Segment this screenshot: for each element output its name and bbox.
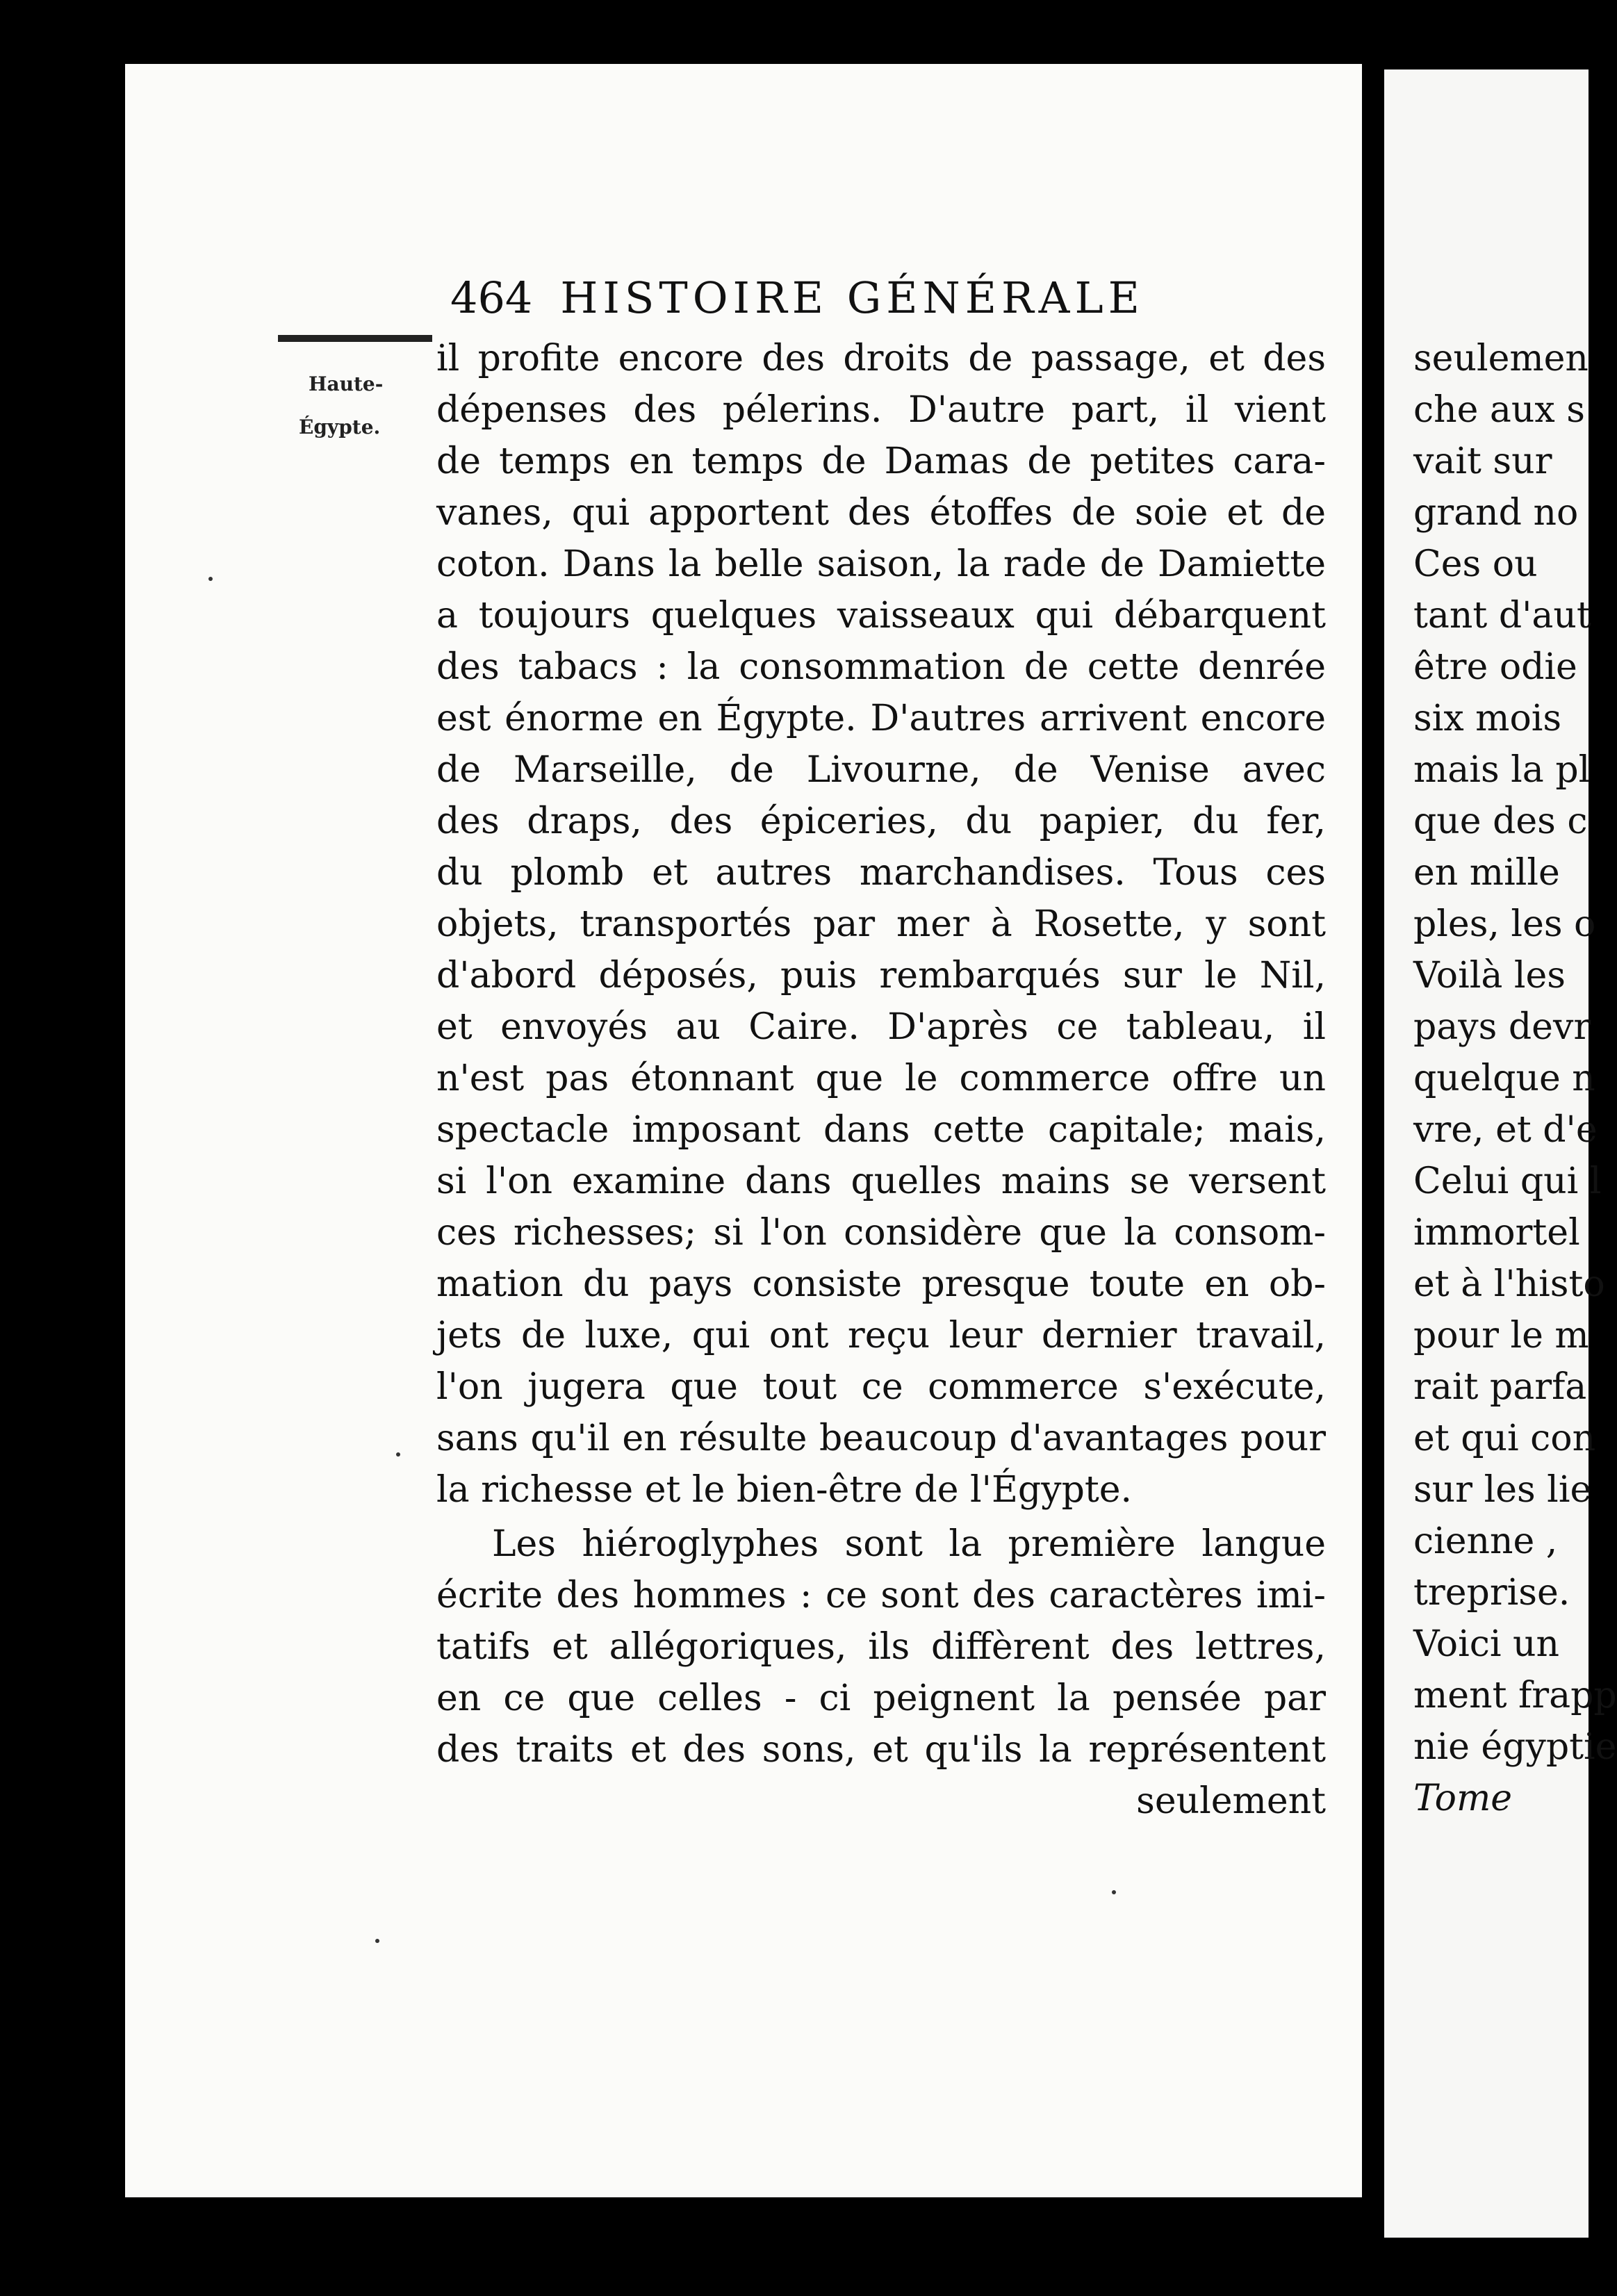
text-line: jets de luxe, qui ont reçu leur dernier travail,: [436, 1315, 1326, 1356]
text-line: spectacle imposant dans cette capitale; mais,: [436, 1109, 1326, 1151]
running-title: HISTOIRE GÉNÉRALE: [560, 272, 1144, 323]
right-text-line: cienne ,: [1413, 1520, 1558, 1562]
text-line: il profite encore des droits de passage, et des: [436, 338, 1326, 379]
text-line: des traits et des sons, et qu'ils la représentent: [436, 1729, 1326, 1771]
right-text-line: vait sur: [1413, 441, 1552, 482]
right-text-line: Celui qui l: [1413, 1161, 1602, 1202]
margin-note-line-1: Haute-: [309, 372, 384, 395]
text-line: tatifs et allégoriques, ils diffèrent des lettres,: [436, 1626, 1326, 1668]
text-line: en ce que celles - ci peignent la pensée par: [436, 1678, 1326, 1719]
text-line: des tabacs : la consommation de cette denrée: [436, 646, 1326, 688]
text-line: est énorme en Égypte. D'autres arrivent encore: [436, 698, 1326, 739]
text-line: du plomb et autres marchandises. Tous ces: [436, 852, 1326, 894]
right-text-line: et à l'histo: [1413, 1263, 1605, 1305]
text-line-paragraph-start: Les hiéroglyphes sont la première langue: [492, 1523, 1326, 1565]
text-line: objets, transportés par mer à Rosette, y sont: [436, 903, 1326, 945]
right-text-line: quelque n: [1413, 1058, 1595, 1099]
text-line: coton. Dans la belle saison, la rade de Damiette: [436, 543, 1326, 585]
ink-speck: [208, 577, 213, 581]
right-text-line: rait parfa: [1413, 1366, 1587, 1408]
text-line: des draps, des épiceries, du papier, du fer,: [436, 801, 1326, 842]
right-text-line: ment frapp: [1413, 1675, 1617, 1716]
right-text-line: nie égyptie: [1413, 1726, 1617, 1768]
right-text-line: et qui con: [1413, 1418, 1596, 1459]
right-text-line: grand no: [1413, 492, 1579, 534]
ink-speck: [396, 1452, 400, 1457]
right-text-line: en mille: [1413, 852, 1560, 894]
right-text-line: sur les lie: [1413, 1469, 1592, 1511]
running-header: [450, 272, 1144, 323]
text-line: a toujours quelques vaisseaux qui débarquent: [436, 595, 1326, 637]
right-text-line: six mois: [1413, 698, 1562, 739]
margin-rule: [278, 335, 432, 342]
text-line: mation du pays consiste presque toute en ob-: [436, 1263, 1326, 1305]
right-text-line: ples, les o: [1413, 903, 1596, 945]
right-text-line: mais la pl: [1413, 749, 1591, 791]
right-text-line: tant d'aut: [1413, 595, 1591, 637]
margin-note-line-2: Égypte.: [299, 416, 381, 438]
text-line: ces richesses; si l'on considère que la consom-: [436, 1212, 1326, 1254]
text-line: de temps en temps de Damas de petites cara-: [436, 441, 1326, 482]
right-text-line: Voici un: [1413, 1623, 1559, 1665]
right-text-line: Voilà les: [1413, 955, 1566, 997]
text-line: sans qu'il en résulte beaucoup d'avantages pour: [436, 1418, 1326, 1459]
text-line: l'on jugera que tout ce commerce s'exécute,: [436, 1366, 1326, 1408]
right-text-line: que des c: [1413, 801, 1588, 842]
page-number: 464: [450, 272, 533, 323]
text-line: vanes, qui apportent des étoffes de soie et de: [436, 492, 1326, 534]
right-text-line: vre, et d'e: [1413, 1109, 1598, 1151]
text-line: n'est pas étonnant que le commerce offre un: [436, 1058, 1326, 1099]
catchword: seulement: [1136, 1780, 1326, 1822]
right-text-line: seulemen: [1413, 338, 1589, 379]
text-line: écrite des hommes : ce sont des caractères imi-: [436, 1575, 1326, 1616]
text-line: dépenses des pélerins. D'autre part, il vient: [436, 389, 1326, 431]
ink-speck: [1112, 1890, 1116, 1894]
right-text-line: Ces ou: [1413, 543, 1538, 585]
right-text-line: pays devr: [1413, 1006, 1591, 1048]
text-line: et envoyés au Caire. D'après ce tableau, il: [436, 1006, 1326, 1048]
right-text-line: che aux s: [1413, 389, 1585, 431]
ink-speck: [375, 1939, 379, 1943]
text-line: si l'on examine dans quelles mains se versent: [436, 1161, 1326, 1202]
right-text-line: Tome: [1413, 1778, 1513, 1819]
text-line: d'abord déposés, puis rembarqués sur le Nil,: [436, 955, 1326, 997]
right-text-line: treprise.: [1413, 1572, 1570, 1614]
text-line: la richesse et le bien-être de l'Égypte.: [436, 1469, 1133, 1511]
right-text-line: être odie: [1413, 646, 1577, 688]
right-text-line: immortel: [1413, 1212, 1580, 1254]
text-line: de Marseille, de Livourne, de Venise avec: [436, 749, 1326, 791]
right-text-line: pour le m: [1413, 1315, 1589, 1356]
